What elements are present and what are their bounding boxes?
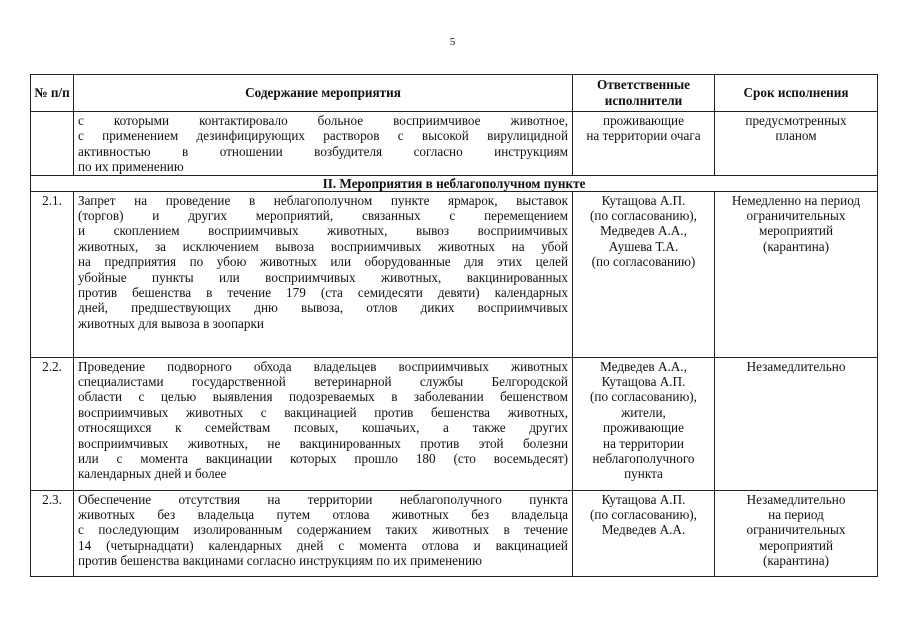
cell-line: с последующим изолированным содержанием таких животных в течение — [78, 522, 568, 538]
cell-line: (по согласованию), — [590, 389, 697, 405]
cell-line: против бешенства вакцинами согласно инструкциям по их применению — [78, 553, 482, 569]
table-header-row — [31, 75, 878, 112]
cell-line: на территории — [603, 435, 684, 451]
header-num: № п/п — [31, 75, 74, 112]
cell-line: календарных дней и более — [78, 466, 227, 482]
cell-line: планом — [775, 128, 817, 144]
row-num: 2.1. — [31, 191, 74, 357]
table-body — [31, 112, 878, 577]
cell-line: проживающие — [603, 420, 684, 436]
cell-line: убойные пункты или восприимчивых животных, вакцинированных — [78, 269, 568, 285]
cell-line: Кутащова А.П. — [601, 491, 686, 507]
cell-line: Немедленно на период — [731, 192, 861, 208]
row-content — [74, 490, 573, 576]
row-responsible — [573, 490, 715, 576]
cell-line: пункта — [624, 466, 663, 482]
row-content — [74, 191, 573, 357]
cell-line: (по согласованию) — [591, 254, 696, 270]
row-deadline — [715, 490, 878, 576]
cell-line: Запрет на проведение в неблагополучном пункте ярмарок, выставок — [78, 192, 568, 208]
cell-line: на территории очага — [586, 128, 701, 144]
cell-line: Проведение подворного обхода владельцев восприимчивых животных — [78, 358, 568, 374]
cell-line: Обеспечение отсутствия на территории неблагополучного пункта — [78, 491, 568, 507]
cell-line: восприимчивых животных, не вакцинированных против этой болезни — [78, 435, 568, 451]
cell-line: ограничительных — [746, 522, 846, 538]
cell-line: Кутащова А.П. — [601, 374, 686, 390]
section-title: II. Мероприятия в неблагополучном пункте — [31, 175, 878, 191]
cell-line: Незамедлительно — [746, 491, 846, 507]
header-responsible: Ответственные исполнители — [573, 75, 715, 112]
row-content — [74, 357, 573, 490]
cell-line: (по согласованию), — [590, 208, 697, 224]
table-row — [31, 191, 878, 357]
page-number: 5 — [449, 36, 456, 48]
cell-line: (торгов) и других мероприятий, связанных с перемещением — [78, 208, 568, 224]
cell-line: жители, — [621, 404, 666, 420]
row-num: 2.3. — [31, 490, 74, 576]
cell-line: 14 (четырнадцати) календарных дней с момента отлова и вакцинацией — [78, 537, 568, 553]
row-responsible — [573, 112, 715, 176]
cell-line: Незамедлительно — [746, 358, 846, 374]
cell-line: ограничительных — [746, 208, 846, 224]
table-row — [31, 490, 878, 576]
table-row — [31, 357, 878, 490]
header-deadline: Срок исполнения — [715, 75, 878, 112]
cell-line: с применением дезинфицирующих растворов с высокой вирулицидной — [78, 128, 568, 144]
row-deadline — [715, 112, 878, 176]
cell-line: с которыми контактировало больное восприимчивое животное, — [78, 113, 568, 128]
cell-line: или с момента вакцинации которых прошло 180 (сто восемьдесят) — [78, 451, 568, 467]
cell-line: активностью в отношении возбудителя согласно инструкциям — [78, 143, 568, 159]
row-num: 2.2. — [31, 357, 74, 490]
cell-line: Медведев А.А. — [601, 522, 686, 538]
cell-line: (карантина) — [762, 553, 830, 569]
row-responsible — [573, 191, 715, 357]
cell-line: животных для вывоза в зоопарки — [78, 315, 264, 331]
table-row-continued — [31, 112, 878, 176]
cell-line: относящихся к семействам псовых, кошачьих, а также других — [78, 420, 568, 436]
header-content: Содержание мероприятия — [74, 75, 573, 112]
cell-line: (карантина) — [762, 238, 830, 254]
cell-line: восприимчивых животных с вакцинацией против бешенства животных, — [78, 404, 568, 420]
cell-line: животных без владельца путем отлова животных без владельца — [78, 507, 568, 523]
cell-line: дней, предшествующих дню вывоза, отлов диких восприимчивых — [78, 300, 568, 316]
row-responsible — [573, 357, 715, 490]
cell-line: мероприятий — [758, 223, 834, 239]
cell-line: Медведев А.А., — [600, 358, 687, 374]
cell-line: на период — [768, 507, 824, 523]
cell-line: животных, за исключением вывоза восприимчивых животных на убой — [78, 238, 568, 254]
cell-line: против бешенства в течение 179 (ста семидесяти девяти) календарных — [78, 285, 568, 301]
row-deadline — [715, 191, 878, 357]
measures-table — [30, 74, 878, 577]
cell-line: (по согласованию), — [590, 507, 697, 523]
row-num — [31, 112, 74, 176]
cell-line: Кутащова А.П. — [601, 192, 686, 208]
row-deadline — [715, 357, 878, 490]
cell-line: предусмотренных — [745, 113, 847, 128]
cell-line: Медведев А.А., — [600, 223, 687, 239]
cell-line: Аушева Т.А. — [608, 238, 679, 254]
cell-line: мероприятий — [758, 537, 834, 553]
cell-line: специалистами государственной ветеринарной службы Белгородской — [78, 374, 568, 390]
cell-line: по их применению — [78, 159, 184, 175]
cell-line: области с целью выявления подозреваемых в заболевании бешенством — [78, 389, 568, 405]
cell-line: проживающие — [603, 113, 684, 128]
cell-line: и скоплением восприимчивых животных, вывоз восприимчивых — [78, 223, 568, 239]
row-content — [74, 112, 573, 176]
section-header-row — [31, 175, 878, 191]
cell-line: неблагополучного — [592, 451, 695, 467]
cell-line: на предприятия по убою животных или оборудованные для этих целей — [78, 254, 568, 270]
